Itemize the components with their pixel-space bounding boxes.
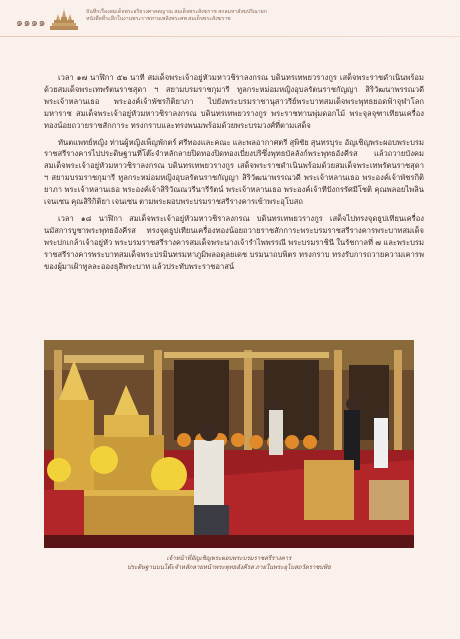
ceremony-photo bbox=[44, 340, 414, 548]
page-header bbox=[0, 0, 460, 38]
paragraph-3: เวลา ๑๘ นาฬิกา สมเด็จพระเจ้าอยู่หัวมหาวชิราลงกรณ บดินทรเทพยวรางกูร เสด็จไปทรงจุดธูปเทียนเครื่องนมัสการบูชาพระพุทธอังคีรส ทรงจุดธูปเทียนเครื่องทองน้อยถวายราชสักการะพระบรมราชสรีรางคารพระบาทสมเด็จพระปกเกล้าเจ้าอยู่หัว พระบรมราชสรีรางคารสมเด็จพระนางเจ้ารำไพพรรณี พระบรมราชินี ในรัชกาลที่ ๗ และพระบรมราชสรีรางคารพระบาทสมเด็จพระปรมินทรมหาภูมิพลอดุลยเดช บรมนาถบพิตร ทรงกราบ ทรงรับการถวายความเคารพของผู้มาเฝ้าทูลละอองธุลีพระบาท แล้วประทับพระราชอาสน์ bbox=[44, 213, 424, 271]
photo-caption bbox=[44, 555, 414, 573]
paragraph-1: เวลา ๑๗ นาฬิกา ๕๒ นาที สมเด็จพระเจ้าอยู่หัวมหาวชิราลงกรณ บดินทรเทพยวรางกูร เสด็จพระราชดำเนินพร้อมด้วยสมเด็จพระเทพรัตนราชสุดา ฯ สยามบรมราชกุมารี ทูลกระหม่อมหญิงอุบลรัตนราชกัญญา สิริวัฒนาพรรณวดี พระเจ้าหลานเธอ พระองค์เจ้าพัชรกิติยาภา ไปยังพระบรมราชานุสาวรีย์พระบาทสมเด็จพระพุทธยอดฟ้าจุฬาโลกมหาราช สมเด็จพระเจ้าอยู่หัวมหาวชิราลงกรณ บดินทรเทพยวรางกูร พระราชทานพุ่มดอกไม้ พระจุลจุฑาเทียนเครื่องทองน้อยถวายราชสักการะ ทรงกราบและทรงพนมพร้อมด้วยพระบรมวงศ์ที่ตามเสด็จ bbox=[44, 73, 424, 130]
caption-line-2: ประดิษฐานบนโต๊ะจำหลักลายหน้าพระพุทธอังคีรส ภายในพระอุโบสถวัดราชบพิธ bbox=[127, 565, 331, 571]
header-title bbox=[86, 9, 326, 23]
header-line-2: หนังสือที่ระลึกในงานพระราชทานเพลิงพระศพ สมเด็จพระสังฆราช bbox=[86, 16, 231, 22]
royal-emblem-icon bbox=[48, 8, 80, 34]
page-number: ๑๑๑๑ bbox=[16, 17, 46, 29]
caption-line-1: เจ้าหน้าที่อัญเชิญพระผอบพระบรมราชสรีรางคาร bbox=[166, 556, 292, 562]
header-line-1: บันทึกเรื่องสมเด็จพระอริยวงศาคตญาณ สมเด็จพระสังฆราช สกลมหาสังฆปริณายก bbox=[86, 9, 267, 15]
body-text bbox=[44, 72, 424, 278]
paragraph-2: ทันตแพทย์หญิง ท่านผู้หญิงเพ็ญพักตร์ ศรีทองและคณะ และพลอากาศตรี สุพิชัย สุนทรบุระ อัญเชิญพระผอบพระบรมราชสรีรางคารไปประดิษฐานที่โต๊ะจำหลักลายปิดทองปิดทองเบี่ยงปริซึ่งพุทธบัลลังก์พระพุทธอังคีรส แล้วถวายบังคม สมเด็จพระเจ้าอยู่หัวมหาวชิราลงกรณ บดินทรเทพยวรางกูร เสด็จพระราชดำเนินพร้อมด้วยสมเด็จพระเทพรัตนราชสุดา ฯ สยามบรมราชกุมารี ทูลกระหม่อมหญิงอุบลรัตนราชกัญญา สิริวัฒนาพรรณวดี พระเจ้าหลานเธอ พระองค์เจ้าพัชรกิติยาภา พระเจ้าหลานเธอ พระองค์เจ้าสิริวัณณวรีนารีรัตน์ พระเจ้าหลานเธอ พระองค์เจ้าทีปังกรรัศมีโชติ คุณพลอยไพลิน เจนเซน คุณสิริกิติยา เจนเซน ตามพระผอบพระบรมราชสรีรางคารเข้าพระอุโบสถ bbox=[44, 137, 424, 207]
header-divider bbox=[0, 36, 460, 37]
